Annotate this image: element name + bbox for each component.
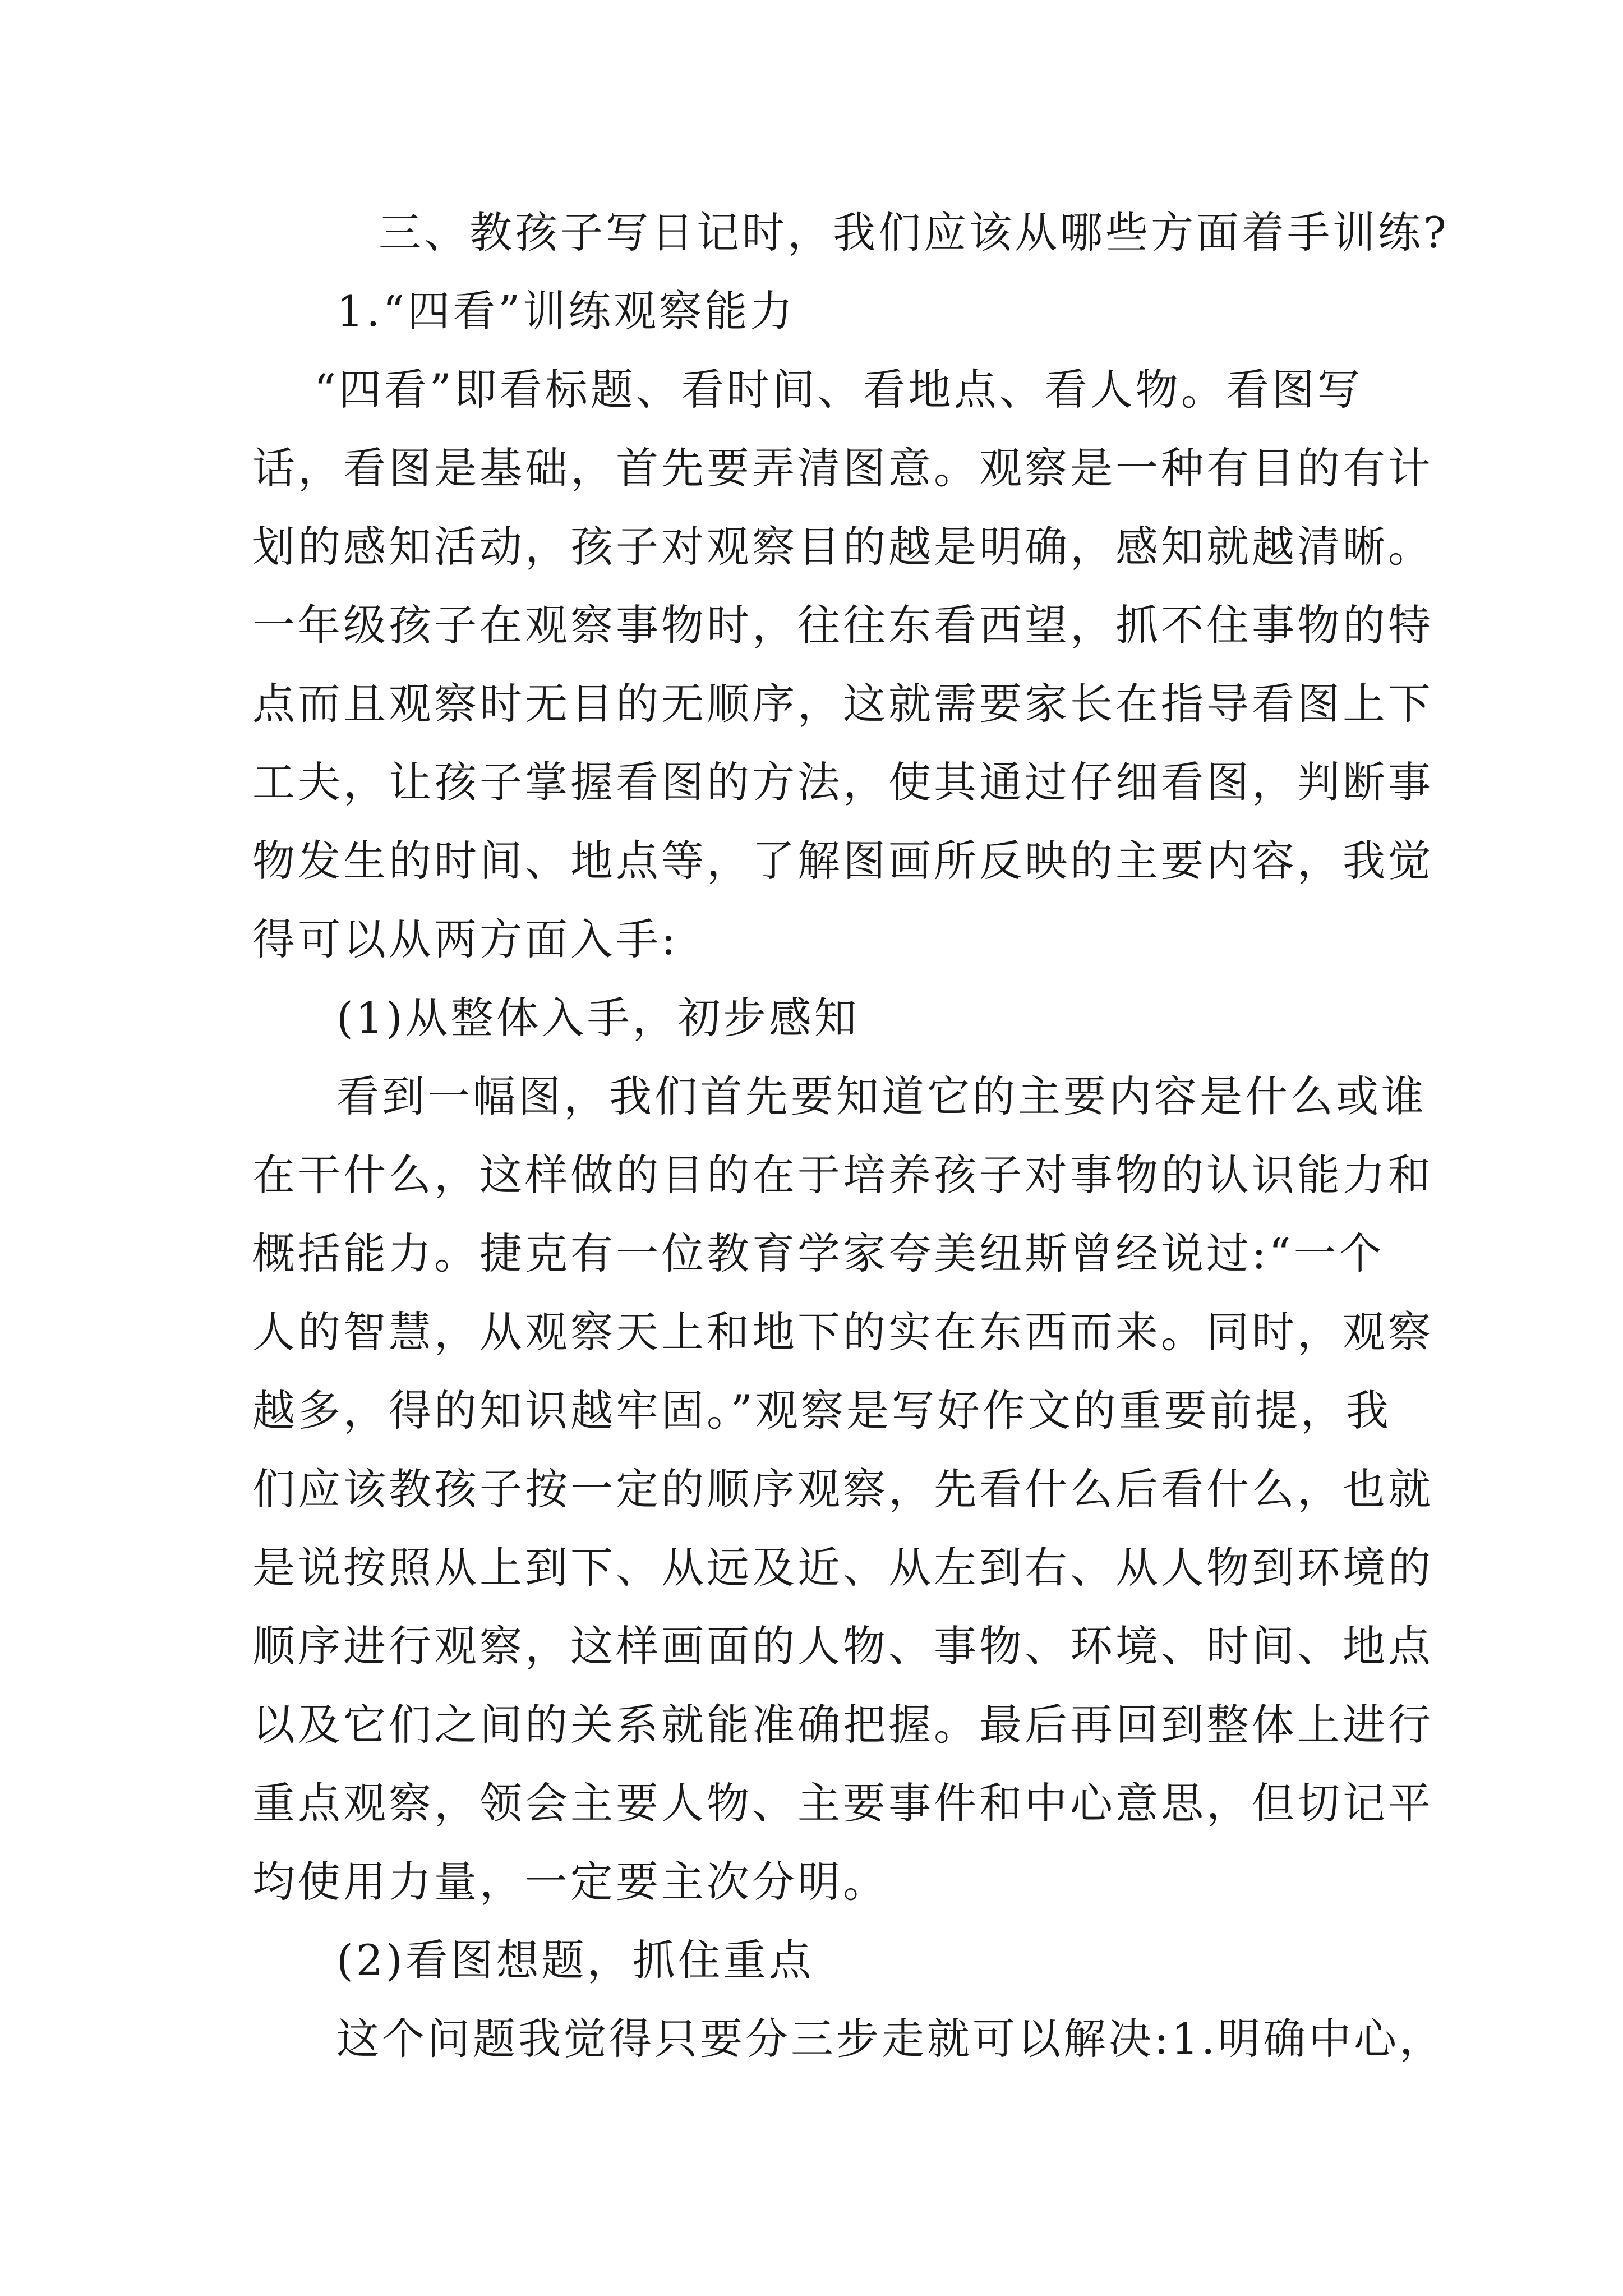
paragraph-line: 在干什么，这样做的目的在于培养孩子对事物的认识能力和 (252, 1150, 1433, 1200)
paragraph-line: 物发生的时间、地点等，了解图画所反映的主要内容，我觉 (252, 836, 1433, 886)
paragraph-line: 工夫，让孩子掌握看图的方法，使其通过仔细看图，判断事 (252, 757, 1433, 807)
paragraph-line: 人的智慧，从观察天上和地下的实在东西而来。同时，观察 (252, 1307, 1433, 1357)
paragraph-line: 得可以从两方面入手: (252, 914, 679, 964)
paragraph-line: 话，看图是基础，首先要弄清图意。观察是一种有目的有计 (252, 443, 1433, 493)
paragraph-line: “四看”即看标题、看时间、看地点、看人物。看图写 (314, 365, 1363, 415)
paragraph-line: 划的感知活动，孩子对观察目的越是明确，感知就越清晰。 (252, 522, 1433, 572)
paragraph-line: 以及它们之间的关系就能准确把握。最后再回到整体上进行 (252, 1700, 1433, 1750)
paragraph-line: 越多，得的知识越牢固。”观察是写好作文的重要前提，我 (252, 1386, 1391, 1435)
subheading: (2)看图想题，抓住重点 (336, 1935, 814, 1985)
paragraph-line: 一年级孩子在观察事物时，往往东看西望，抓不住事物的特 (252, 600, 1433, 650)
paragraph-line: 均使用力量，一定要主次分明。 (252, 1857, 888, 1907)
paragraph-line: 是说按照从上到下、从远及近、从左到右、从人物到环境的 (252, 1543, 1433, 1593)
paragraph-line: 顺序进行观察，这样画面的人物、事物、环境、时间、地点 (252, 1621, 1433, 1671)
paragraph-line: 点而且观察时无目的无顺序，这就需要家长在指导看图上下 (252, 679, 1433, 729)
section-heading: 三、教孩子写日记时，我们应该从哪些方面着手训练? (379, 208, 1449, 257)
paragraph-line: 这个问题我觉得只要分三步走就可以解决:1.明确中心， (336, 2014, 1445, 2064)
subheading: (1)从整体入手，初步感知 (336, 993, 860, 1043)
paragraph-line: 看到一幅图，我们首先要知道它的主要内容是什么或谁 (336, 1071, 1427, 1121)
subheading: 1.“四看”训练观察能力 (336, 286, 796, 336)
paragraph-line: 重点观察，领会主要人物、主要事件和中心意思，但切记平 (252, 1778, 1433, 1828)
paragraph-line: 们应该教孩子按一定的顺序观察，先看什么后看什么，也就 (252, 1464, 1433, 1514)
paragraph-line: 概括能力。捷克有一位教育学家夸美纽斯曾经说过:“一个 (252, 1228, 1385, 1278)
